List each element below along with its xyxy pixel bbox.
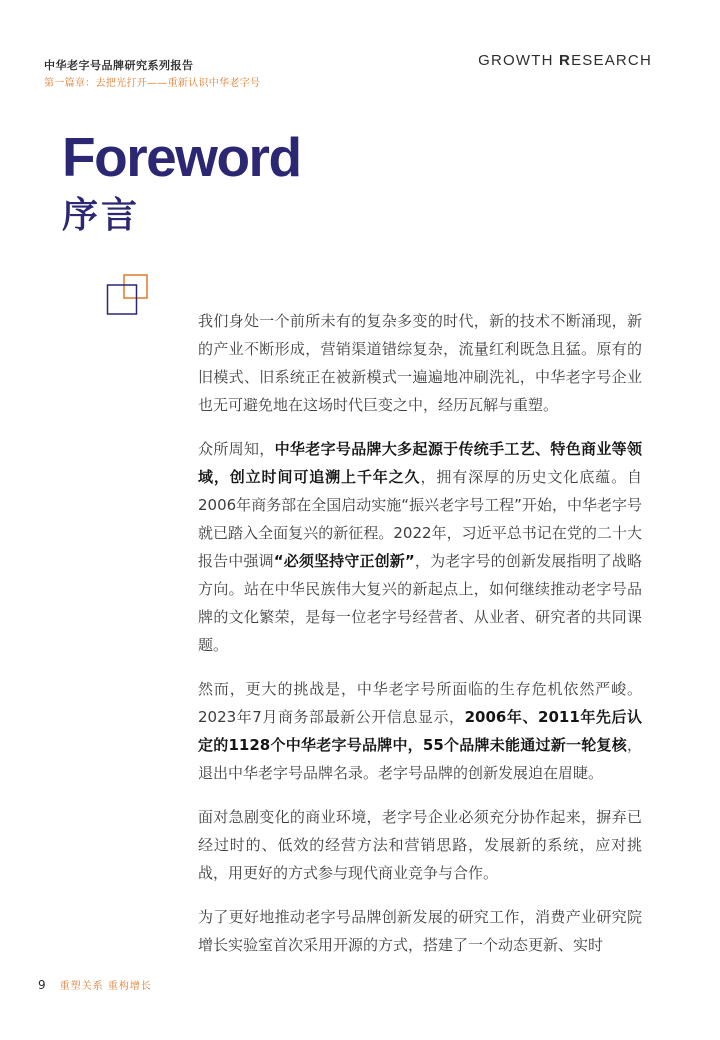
- logo-growth: GROWTH: [478, 52, 560, 69]
- paragraph-4: 面对急剧变化的商业环境，老字号企业必须充分协作起来，摒弃已经过时的、低效的经营方法和营销思路，发展新的系统，应对挑战，用更好的方式参与现代商业竞争与合作。: [198, 808, 642, 882]
- p3-text-a: 然而，更大的挑战是，中华老字号所面临的生存危机依然严峻。2023年7月商务部最新公开信息显示，: [198, 680, 642, 726]
- p2-bold-origins: 中华老字号品牌大多起源于传统手工艺、特色商业等领域，创立时间可追溯上千年之久: [198, 440, 642, 486]
- paragraph-5: 为了更好地推动老字号品牌创新发展的研究工作，消费产业研究院增长实验室首次采用开源的方式，搭建了一个动态更新、实时: [198, 908, 642, 954]
- page-number: 9: [38, 978, 46, 992]
- overlapping-squares-icon: [106, 274, 152, 316]
- p3-bold-stats: 2006年、2011年先后认定的1128个中华老字号品牌中，55个品牌未能通过新一轮复核: [198, 708, 642, 754]
- footer-tagline: 重塑关系 重构增长: [59, 981, 152, 992]
- logo-r: R: [559, 52, 572, 69]
- p3-text-c: ，退出中华老字号品牌名录。老字号品牌的创新发展迫在眉睫。: [198, 736, 642, 782]
- logo-esearch: ESEARCH: [571, 52, 652, 69]
- growth-research-logo: [478, 52, 652, 69]
- page-footer: [38, 977, 152, 992]
- report-series-title: 中华老字号品牌研究系列报告: [44, 59, 194, 72]
- chapter-subtitle: 第一篇章：去把光打开——重新认识中华老字号: [44, 78, 261, 89]
- p2-text-a: 众所周知，: [198, 440, 275, 458]
- paragraph-1: 我们身处一个前所未有的复杂多变的时代，新的技术不断涌现，新的产业不断形成，营销渠道错综复杂，流量红利既急且猛。原有的旧模式、旧系统正在被新模式一遍遍地冲刷洗礼，中华老字号企业也无可避免地在这场时代巨变之中，经历瓦解与重塑。: [198, 312, 642, 414]
- p2-text-c: ，拥有深厚的历史文化底蕴。自2006年商务部在全国启动实施“振兴老字号工程”开始，中华老字号就已踏入全面复兴的新征程。2022年，习近平总书记在党的二十大报告中强调: [198, 468, 642, 570]
- heading-english: Foreword: [62, 126, 301, 188]
- paragraph-3: [198, 675, 642, 787]
- p2-text-e: ，为老字号的创新发展指明了战略方向。站在中华民族伟大复兴的新起点上，如何继续推动老字号品牌的文化繁荣，是每一位老字号经营者、从业者、研究者的共同课题。: [198, 552, 642, 654]
- paragraph-2: [198, 435, 642, 659]
- p2-bold-quote: “必须坚持守正创新”: [273, 552, 415, 570]
- heading-chinese: 序言: [62, 195, 141, 236]
- foreword-body: [198, 307, 642, 975]
